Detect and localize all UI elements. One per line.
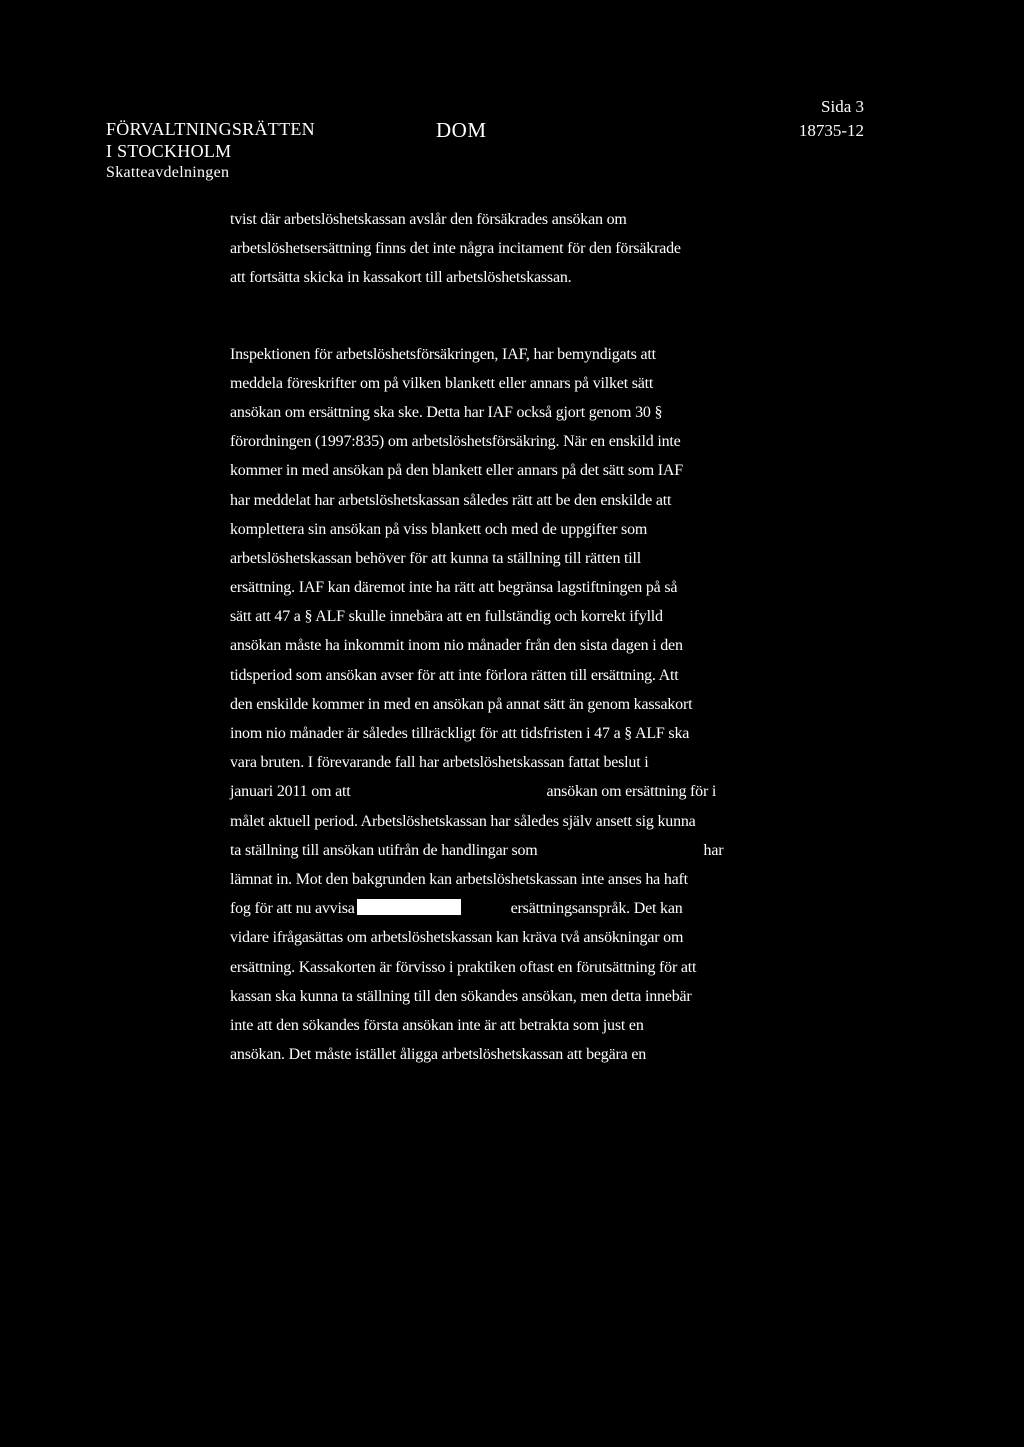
text-line: inte att den sökandes första ansökan inte är att betrakta som just en	[230, 1016, 644, 1034]
text-line-with-gap	[230, 836, 800, 865]
text-fragment: ersättningsanspråk. Det kan	[510, 900, 683, 918]
text-line: den enskilde kommer in med en ansökan på annat sätt än genom kassakort	[230, 695, 693, 713]
text-line: målet aktuell period. Arbetslöshetskassan har således själv ansett sig kunna	[230, 812, 696, 830]
court-name: FÖRVALTNINGSRÄTTEN	[106, 119, 315, 139]
text-line: ansökan måste ha inkommit inom nio månader från den sista dagen i den	[230, 637, 683, 655]
text-line: arbetslöshetskassan behöver för att kunna ta ställning till rätten till	[230, 549, 642, 567]
redaction-block	[357, 899, 461, 915]
text-line: inom nio månader är således tillräckligt för att tidsfristen i 47 a § ALF ska	[230, 725, 690, 742]
text-line: kommer in med ansökan på den blankett eller annars på det sätt som IAF	[230, 462, 683, 480]
text-line: Inspektionen för arbetslöshetsförsäkringen, IAF, har bemyndigats att	[230, 345, 656, 363]
text-line: ansökan om ersättning ska ske. Detta har IAF också gjort genom 30 §	[230, 403, 663, 421]
text-line: sätt att 47 a § ALF skulle innebära att en fullständig och korrekt ifylld	[230, 608, 663, 626]
text-line: vara bruten. I förevarande fall har arbetslöshetskassan fattat beslut i	[230, 754, 649, 772]
text-fragment: januari 2011 om att	[230, 783, 351, 801]
page-number: Sida 3	[821, 97, 864, 116]
text-line: ersättning. Kassakorten är förvisso i praktiken oftast en förutsättning för att	[230, 958, 697, 976]
paragraph-1	[230, 205, 800, 293]
text-line: lämnat in. Mot den bakgrunden kan arbetslöshetskassan inte anses ha haft	[230, 870, 688, 888]
text-line: förordningen (1997:835) om arbetslöshetsförsäkring. När en enskild inte	[230, 433, 681, 451]
document-type: DOM	[436, 118, 487, 142]
text-line: tidsperiod som ansökan avser för att inte förlora rätten till ersättning. Att	[230, 666, 679, 684]
court-city: I STOCKHOLM	[106, 141, 232, 161]
document-body	[230, 205, 800, 1069]
text-line: meddela föreskrifter om på vilken blankett eller annars på vilket sätt	[230, 374, 654, 392]
text-line: att fortsätta skicka in kassakort till arbetslöshetskassan.	[230, 269, 572, 287]
case-number: 18735-12	[798, 121, 864, 140]
text-fragment: ansökan om ersättning för i	[546, 783, 717, 801]
text-fragment: har	[703, 841, 724, 859]
text-line-with-gap	[230, 777, 800, 806]
text-fragment: ta ställning till ansökan utifrån de handlingar som	[230, 841, 538, 859]
paragraph-2	[230, 340, 800, 1070]
text-fragment: fog för att nu avvisa	[230, 900, 355, 918]
text-line: vidare ifrågasättas om arbetslöshetskassan kan kräva två ansökningar om	[230, 929, 684, 947]
court-header	[106, 118, 315, 184]
text-line: ansökan. Det måste istället åligga arbetslöshetskassan att begära en	[230, 1046, 647, 1064]
text-line: komplettera sin ansökan på viss blankett och med de uppgifter som	[230, 520, 648, 538]
text-line: arbetslöshetsersättning finns det inte några incitament för den försäkrade	[230, 240, 681, 258]
text-line: ersättning. IAF kan däremot inte ha rätt att begränsa lagstiftningen på så	[230, 579, 678, 597]
text-line: tvist där arbetslöshetskassan avslår den försäkrades ansökan om	[230, 211, 627, 228]
text-line: kassan ska kunna ta ställning till den sökandes ansökan, men detta innebär	[230, 987, 692, 1005]
page-info	[799, 95, 864, 143]
court-department: Skatteavdelningen	[106, 164, 230, 181]
text-line-with-redaction	[230, 894, 800, 923]
text-line: har meddelat har arbetslöshetskassan således rätt att be den enskilde att	[230, 491, 672, 509]
